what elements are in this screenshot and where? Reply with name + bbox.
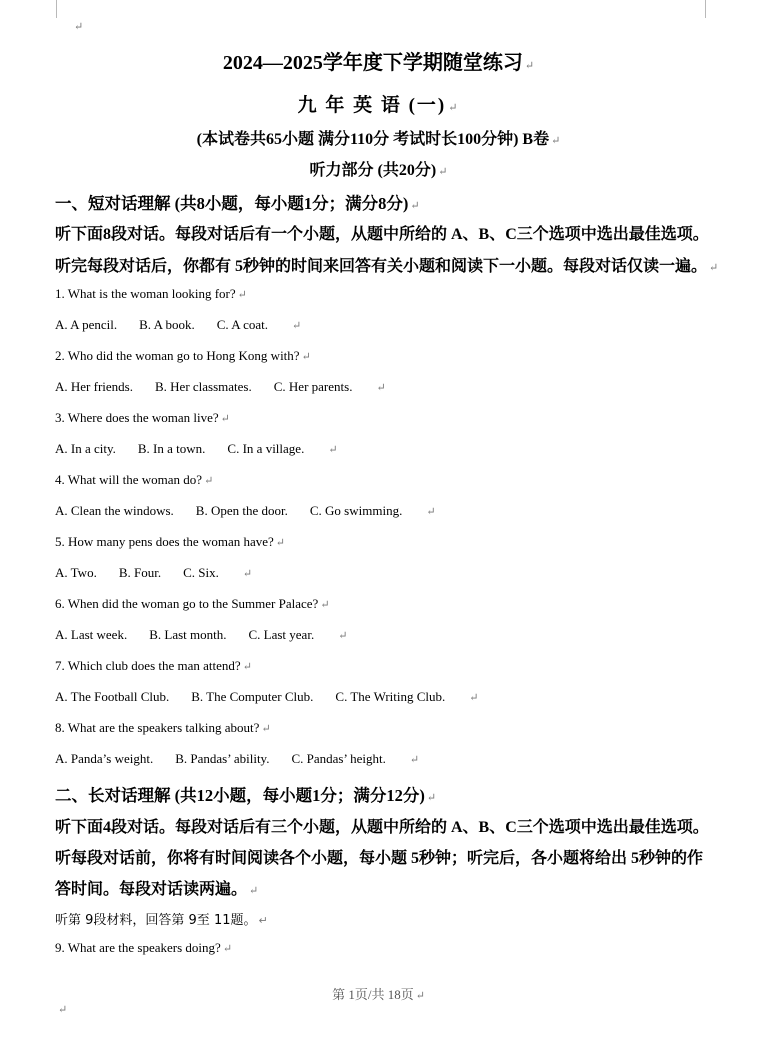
option-a: A. The Football Club. (55, 689, 170, 704)
corner-mark-left (56, 0, 57, 18)
option-c: C. A coat. (216, 317, 269, 332)
question-4: 4. What will the woman do? ↵ (55, 472, 214, 487)
exam-info: (本试卷共65小题 满分110分 考试时长100分钟) B卷 ↵ (196, 131, 561, 148)
option-c: C. Six. (183, 565, 219, 580)
question-3: 3. Where does the woman live? ↵ (55, 410, 230, 425)
options-7: A. The Football Club. B. The Computer Club. C. The Writing Club. ↵ (55, 689, 479, 704)
option-c: C. The Writing Club. (335, 689, 446, 704)
section1-heading: 一、短对话理解 (共8小题，每小题1分；满分8分) ↵ (55, 194, 420, 213)
section1-instruction-1: 听下面8段对话。每段对话后有一个小题，从题中所给的 A、B、C三个选项中选出最佳选项。 (55, 226, 709, 243)
doc-title: 2024—2025学年度下学期随堂练习 ↵ (222, 52, 535, 74)
question-7: 7. Which club does the man attend? ↵ (55, 658, 252, 673)
material-note: 听第 9段材料，回答第 9至 11题。 ↵ (55, 913, 268, 928)
option-b: B. Her classmates. (154, 379, 252, 394)
corner-mark-right (705, 0, 706, 18)
question-8: 8. What are the speakers talking about? ↵ (55, 720, 271, 735)
paragraph-mark: ↵ (58, 1004, 68, 1016)
section2-instruction-1: 听下面4段对话。每段对话后有三个小题，从题中所给的 A、B、C三个选项中选出最佳选项。 (55, 819, 709, 836)
listening-heading: 听力部分 (共20分) ↵ (309, 162, 448, 179)
section2-instruction-3: 答时间。每段对话读两遍。 ↵ (55, 881, 259, 898)
option-a: A. Two. (55, 565, 97, 580)
options-3: A. In a city. B. In a town. C. In a village. ↵ (55, 441, 338, 456)
option-a: A. Last week. (55, 627, 128, 642)
option-c: C. Her parents. (273, 379, 353, 394)
option-b: B. Pandas’ ability. (175, 751, 270, 766)
options-4: A. Clean the windows. B. Open the door. C. Go swimming. ↵ (55, 503, 436, 518)
option-b: B. Four. (118, 565, 162, 580)
option-b: B. Last month. (149, 627, 227, 642)
option-b: B. A book. (139, 317, 195, 332)
option-c: C. In a village. (227, 441, 305, 456)
option-a: A. Panda’s weight. (55, 751, 154, 766)
question-2: 2. Who did the woman go to Hong Kong with? ↵ (55, 348, 311, 363)
question-6: 6. When did the woman go to the Summer Palace? ↵ (55, 596, 330, 611)
option-a: A. In a city. (55, 441, 116, 456)
page-footer: 第 1页/共 18页 ↵ (332, 987, 425, 1002)
paragraph-mark: ↵ (74, 21, 84, 33)
option-b: B. In a town. (137, 441, 206, 456)
option-a: A. Clean the windows. (55, 503, 174, 518)
question-9: 9. What are the speakers doing? ↵ (55, 940, 233, 955)
option-b: B. Open the door. (195, 503, 288, 518)
section1-instruction-2: 听完每段对话后，你都有 5秒钟的时间来回答有关小题和阅读下一小题。每段对话仅读一遍。 ↵ (55, 258, 719, 275)
option-b: B. The Computer Club. (191, 689, 314, 704)
question-5: 5. How many pens does the woman have? ↵ (55, 534, 285, 549)
question-1: 1. What is the woman looking for? ↵ (55, 286, 247, 301)
options-1: A. A pencil. B. A book. C. A coat. ↵ (55, 317, 302, 332)
option-c: C. Go swimming. (309, 503, 403, 518)
options-6: A. Last week. B. Last month. C. Last year. ↵ (55, 627, 348, 642)
option-a: A. A pencil. (55, 317, 118, 332)
options-5: A. Two. B. Four. C. Six. ↵ (55, 565, 253, 580)
doc-subtitle: 九 年 英 语 (一) ↵ (297, 95, 460, 116)
section2-heading: 二、长对话理解 (共12小题，每小题1分；满分12分) ↵ (55, 786, 437, 805)
option-a: A. Her friends. (55, 379, 133, 394)
option-c: C. Pandas’ height. (291, 751, 386, 766)
options-8: A. Panda’s weight. B. Pandas’ ability. C. Pandas’ height. ↵ (55, 751, 420, 766)
options-2: A. Her friends. B. Her classmates. C. Her parents. ↵ (55, 379, 386, 394)
section2-instruction-2: 听每段对话前，你将有时间阅读各个小题，每小题 5秒钟；听完后，各小题将给出 5秒钟的作 (55, 850, 704, 867)
option-c: C. Last year. (248, 627, 315, 642)
